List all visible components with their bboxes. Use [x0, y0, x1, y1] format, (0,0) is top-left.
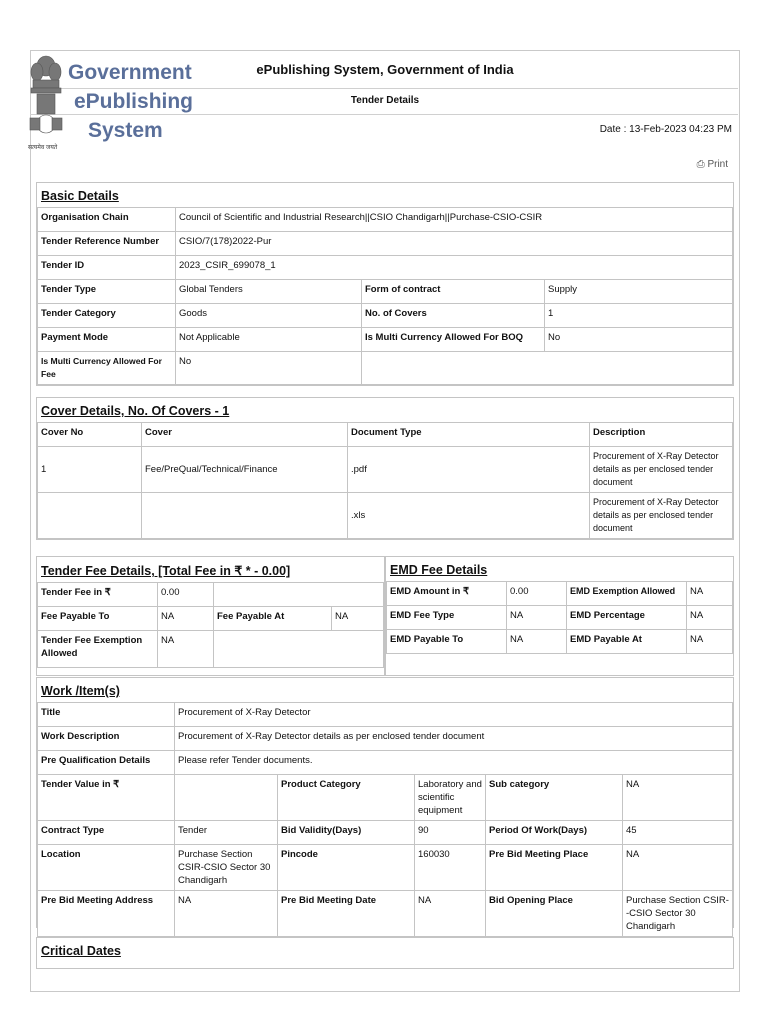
product-category-value: Laboratory and scientific equipment — [415, 775, 486, 821]
emd-fee-type-value: NA — [507, 606, 567, 630]
report-date: Date : 13-Feb-2023 04:23 PM — [599, 124, 732, 135]
fee-exemption-value: NA — [158, 631, 214, 668]
description-header: Description — [590, 423, 733, 447]
tender-id-label: Tender ID — [38, 256, 176, 280]
fee-payable-at-label: Fee Payable At — [214, 607, 332, 631]
tender-category-label: Tender Category — [38, 304, 176, 328]
description-cell: Procurement of X-Ray Detector details as per enclosed tender document — [590, 493, 733, 539]
bid-validity-value: 90 — [415, 821, 486, 845]
tender-fee-title: Tender Fee Details, [Total Fee in ₹ * - 0.00] — [41, 564, 291, 578]
work-description-label: Work Description — [38, 727, 175, 751]
form-of-contract-value: Supply — [545, 280, 733, 304]
tender-fee-section — [36, 556, 385, 676]
cover-no-header: Cover No — [38, 423, 142, 447]
pincode-value: 160030 — [415, 845, 486, 891]
multi-currency-fee-value: No — [176, 352, 362, 385]
prebid-address-value: NA — [175, 891, 278, 937]
contract-type-value: Tender — [175, 821, 278, 845]
description-cell: Procurement of X-Ray Detector details as per enclosed tender document — [590, 447, 733, 493]
basic-details-table — [37, 207, 733, 385]
table-row — [38, 447, 733, 493]
empty-cell — [362, 352, 733, 385]
logo-line-1: Government — [68, 61, 192, 84]
cover-details-table — [37, 422, 733, 539]
prebid-date-value: NA — [415, 891, 486, 937]
emd-exemption-value: NA — [687, 582, 733, 606]
emd-payable-at-label: EMD Payable At — [567, 630, 687, 654]
pincode-label: Pincode — [278, 845, 415, 891]
sub-category-value: NA — [623, 775, 733, 821]
emd-percentage-value: NA — [687, 606, 733, 630]
ref-number-label: Tender Reference Number — [38, 232, 176, 256]
logo-caption: सत्यमेव जयते — [28, 145, 58, 151]
work-items-title: Work /Item(s) — [41, 684, 120, 698]
cover-no-cell: 1 — [38, 447, 142, 493]
cover-details-title: Cover Details, No. Of Covers - 1 — [41, 404, 230, 418]
multi-currency-boq-value: No — [545, 328, 733, 352]
emd-payable-at-value: NA — [687, 630, 733, 654]
emd-fee-type-label: EMD Fee Type — [387, 606, 507, 630]
org-chain-label: Organisation Chain — [38, 208, 176, 232]
fee-payable-to-value: NA — [158, 607, 214, 631]
tender-type-label: Tender Type — [38, 280, 176, 304]
system-title: ePublishing System, Government of India — [256, 62, 514, 77]
tender-value-label: Tender Value in ₹ — [38, 775, 175, 821]
work-description-value: Procurement of X-Ray Detector details as per enclosed tender document — [175, 727, 733, 751]
sub-category-label: Sub category — [486, 775, 623, 821]
prebid-place-label: Pre Bid Meeting Place — [486, 845, 623, 891]
document-type-cell: .xls — [348, 493, 590, 539]
cover-details-section — [36, 397, 734, 540]
work-items-section — [36, 677, 734, 932]
logo-line-2: ePublishing — [74, 90, 194, 113]
fee-payable-to-label: Fee Payable To — [38, 607, 158, 631]
prebid-date-label: Pre Bid Meeting Date — [278, 891, 415, 937]
bid-opening-place-label: Bid Opening Place — [486, 891, 623, 937]
payment-mode-value: Not Applicable — [176, 328, 362, 352]
printer-icon: ⎙ — [696, 159, 705, 170]
emd-amount-value: 0.00 — [507, 582, 567, 606]
period-of-work-value: 45 — [623, 821, 733, 845]
emd-percentage-label: EMD Percentage — [567, 606, 687, 630]
ref-number-value: CSIO/7(178)2022-Pur — [176, 232, 733, 256]
org-chain-value: Council of Scientific and Industrial Research||CSIO Chandigarh||Purchase-CSIO-CSIR — [176, 208, 733, 232]
prebid-place-value: NA — [623, 845, 733, 891]
work-title-label: Title — [38, 703, 175, 727]
cover-cell — [142, 493, 348, 539]
empty-cell — [214, 583, 384, 607]
fee-payable-at-value: NA — [332, 607, 384, 631]
period-of-work-label: Period Of Work(Days) — [486, 821, 623, 845]
emd-fee-section — [385, 556, 734, 676]
critical-dates-title: Critical Dates — [41, 944, 121, 958]
emd-payable-to-label: EMD Payable To — [387, 630, 507, 654]
no-of-covers-label: No. of Covers — [362, 304, 545, 328]
tender-value-value — [175, 775, 278, 821]
fee-exemption-label: Tender Fee Exemption Allowed — [38, 631, 158, 668]
form-of-contract-label: Form of contract — [362, 280, 545, 304]
prebid-address-label: Pre Bid Meeting Address — [38, 891, 175, 937]
bid-opening-place-value: Purchase Section CSIR--CSIO Sector 30 Chandigarh — [623, 891, 733, 937]
tender-type-value: Global Tenders — [176, 280, 362, 304]
print-button[interactable] — [697, 159, 728, 170]
document-type-cell: .pdf — [348, 447, 590, 493]
tender-id-value: 2023_CSIR_699078_1 — [176, 256, 733, 280]
product-category-label: Product Category — [278, 775, 415, 821]
location-label: Location — [38, 845, 175, 891]
prequal-label: Pre Qualification Details — [38, 751, 175, 775]
table-row — [38, 493, 733, 539]
emd-fee-title: EMD Fee Details — [390, 563, 488, 577]
cover-cell: Fee/PreQual/Technical/Finance — [142, 447, 348, 493]
emd-fee-table — [386, 581, 733, 654]
logo-line-3: System — [88, 119, 163, 142]
tender-fee-label: Tender Fee in ₹ — [38, 583, 158, 607]
work-items-table — [37, 702, 733, 937]
cover-header: Cover — [142, 423, 348, 447]
emd-amount-label: EMD Amount in ₹ — [387, 582, 507, 606]
tender-category-value: Goods — [176, 304, 362, 328]
cover-no-cell — [38, 493, 142, 539]
emd-payable-to-value: NA — [507, 630, 567, 654]
print-label: Print — [707, 159, 728, 170]
multi-currency-fee-label: Is Multi Currency Allowed For Fee — [38, 352, 176, 385]
critical-dates-section — [36, 937, 734, 969]
work-title-value: Procurement of X-Ray Detector — [175, 703, 733, 727]
multi-currency-boq-label: Is Multi Currency Allowed For BOQ — [362, 328, 545, 352]
emd-exemption-label: EMD Exemption Allowed — [567, 582, 687, 606]
location-value: Purchase Section CSIR-CSIO Sector 30 Chandigarh — [175, 845, 278, 891]
page-title: Tender Details — [350, 95, 420, 106]
bid-validity-label: Bid Validity(Days) — [278, 821, 415, 845]
tender-fee-value: 0.00 — [158, 583, 214, 607]
empty-cell — [214, 631, 384, 668]
basic-details-title: Basic Details — [41, 189, 119, 203]
payment-mode-label: Payment Mode — [38, 328, 176, 352]
contract-type-label: Contract Type — [38, 821, 175, 845]
no-of-covers-value: 1 — [545, 304, 733, 328]
basic-details-section — [36, 182, 734, 386]
prequal-value: Please refer Tender documents. — [175, 751, 733, 775]
tender-fee-table — [37, 582, 384, 668]
document-type-header: Document Type — [348, 423, 590, 447]
